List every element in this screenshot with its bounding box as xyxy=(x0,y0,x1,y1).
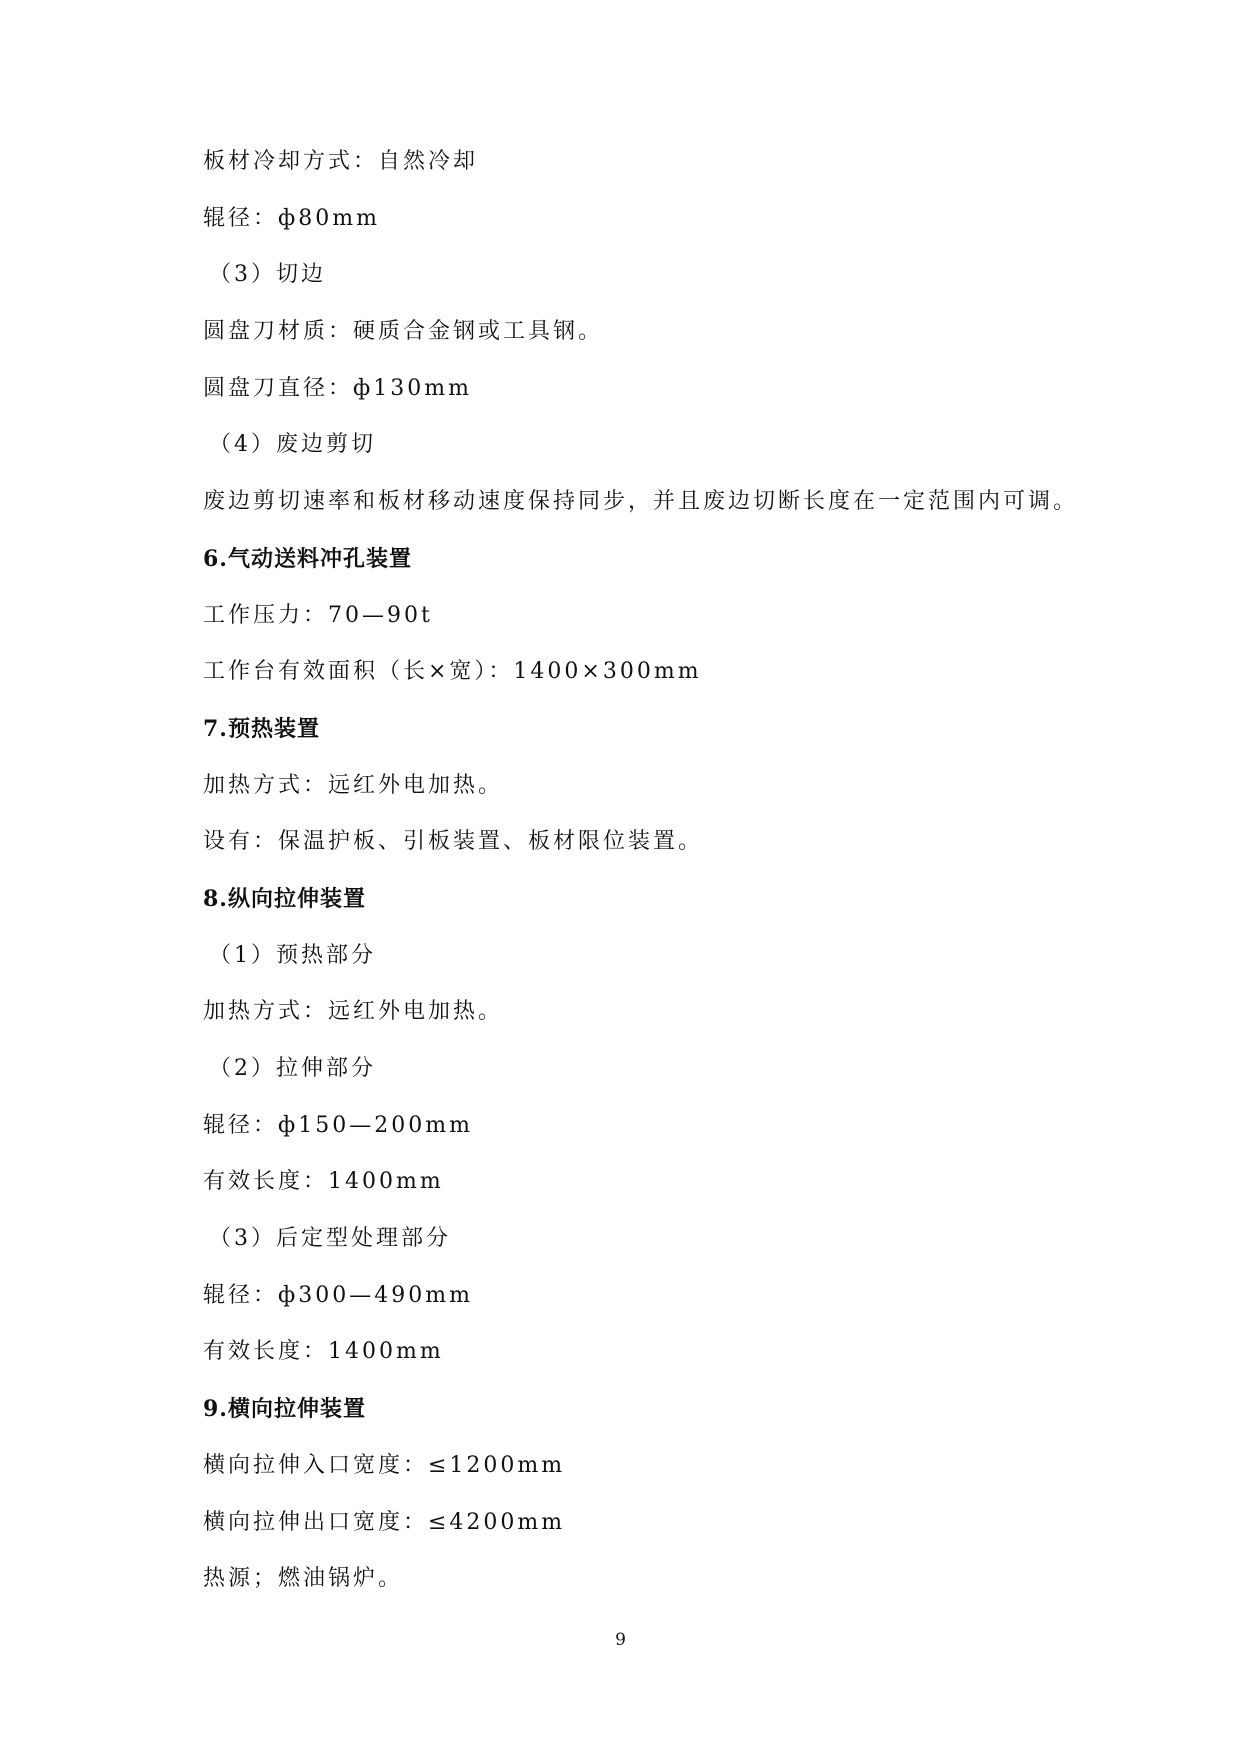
paragraph: 辊径：ф150—200mm xyxy=(203,1112,473,1138)
document-body xyxy=(203,140,1083,1614)
section-heading: 8.纵向拉伸装置 xyxy=(203,885,366,912)
section-heading: 9.横向拉伸装置 xyxy=(203,1396,366,1423)
paragraph: 设有：保温护板、引板装置、板材限位装置。 xyxy=(203,829,704,855)
paragraph: 有效长度：1400mm xyxy=(203,1339,444,1365)
paragraph: 加热方式：远红外电加热。 xyxy=(203,999,504,1025)
section-heading: 6.气动送料冲孔装置 xyxy=(203,545,412,572)
paragraph: 工作台有效面积（长×宽）：1400×300mm xyxy=(203,659,702,685)
subsection-title: （3）后定型处理部分 xyxy=(209,1226,451,1252)
subsection-title: （3）切边 xyxy=(209,262,326,288)
section-heading: 7.预热装置 xyxy=(203,715,320,742)
subsection-title: （2）拉伸部分 xyxy=(209,1056,376,1081)
paragraph: 热源；燃油锅炉。 xyxy=(203,1566,404,1592)
paragraph: 圆盘刀材质：硬质合金钢或工具钢。 xyxy=(203,319,604,345)
page-number: 9 xyxy=(615,1630,626,1650)
paragraph: 圆盘刀直径：ф130mm xyxy=(203,375,472,401)
paragraph: 废边剪切速率和板材移动速度保持同步，并且废边切断长度在一定范围内可调。 xyxy=(203,489,1079,515)
paragraph: 横向拉伸出口宽度：≤4200mm xyxy=(203,1509,566,1535)
paragraph: 板材冷却方式：自然冷却 xyxy=(203,149,479,174)
paragraph: 辊径：ф80mm xyxy=(203,205,380,231)
subsection-title: （4）废边剪切 xyxy=(209,432,376,458)
paragraph: 辊径：ф300—490mm xyxy=(203,1282,473,1308)
paragraph: 加热方式：远红外电加热。 xyxy=(203,772,504,798)
paragraph: 横向拉伸入口宽度：≤1200mm xyxy=(203,1452,566,1478)
paragraph: 有效长度：1400mm xyxy=(203,1169,444,1195)
subsection-title: （1）预热部分 xyxy=(209,942,376,968)
paragraph: 工作压力：70—90t xyxy=(203,602,433,628)
